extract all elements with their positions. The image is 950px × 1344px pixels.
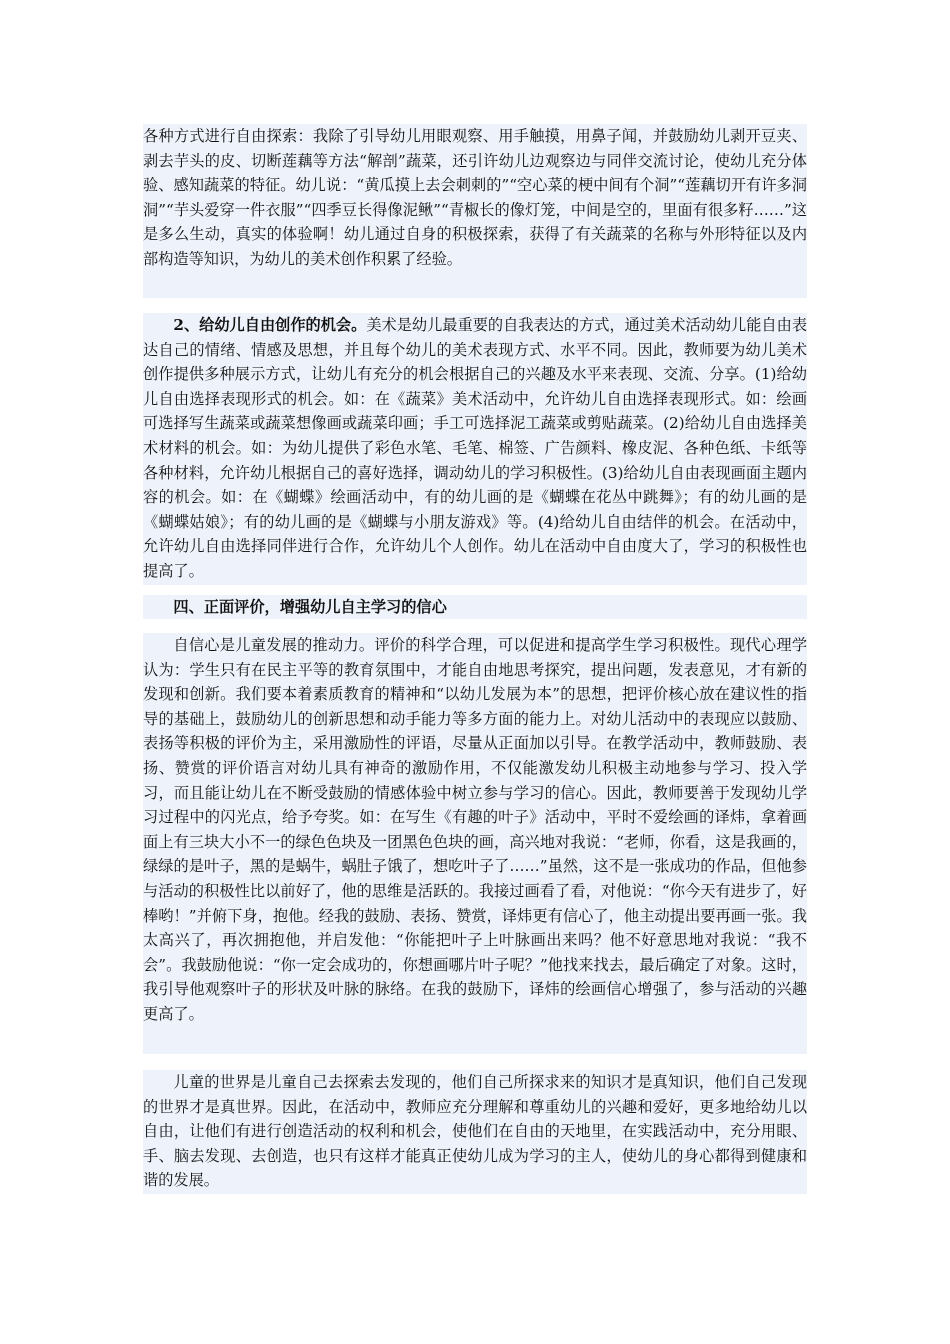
paragraph-exploration-continued: [143, 124, 807, 298]
paragraph-text: 各种方式进行自由探索：我除了引导幼儿用眼观察、用手触摸，用鼻子闻，并鼓励幼儿剥开豆夹、剥去芋头的皮、切断莲藕等方法“解剖”蔬菜，还引许幼儿边观察边与同伴交流讨论，使幼儿充分体验、感知蔬菜的特征。幼儿说：“黄瓜摸上去会刺刺的”“空心菜的梗中间有个洞”“莲藕切开有许多洞洞”“芋头爱穿一件衣服”“四季豆长得像泥鳅”“青椒长的像灯笼，中间是空的，里面有很多籽……”这是多么生动，真实的体验啊！幼儿通过自身的积极探索，获得了有关蔬菜的名称与外形特征以及内部构造等知识，为幼儿的美术创作积累了经验。: [143, 127, 807, 268]
paragraph-positive-evaluation: [143, 633, 807, 1054]
paragraph-free-creation: [143, 313, 807, 585]
paragraph-text: 自信心是儿童发展的推动力。评价的科学合理，可以促进和提高学生学习积极性。现代心理学认为：学生只有在民主平等的教育氛围中，才能自由地思考探究，提出问题，发表意见，才有新的发现和创新。我们要本着素质教育的精神和“以幼儿发展为本”的思想，把评价核心放在建议性的指导的基础上，鼓励幼儿的创新思想和动手能力等多方面的能力上。对幼儿活动中的表现应以鼓励、表扬等积极的评价为主，采用激励性的评语，尽量从正面加以引导。在教学活动中，教师鼓励、表扬、赞赏的评价语言对幼儿具有神奇的激励作用，不仅能激发幼儿积极主动地参与学习、投入学习，而且能让幼儿在不断受鼓励的情感体验中树立参与学习的信心。因此，教师要善于发现幼儿学习过程中的闪光点，给予夸奖。如：在写生《有趣的叶子》活动中，平时不爱绘画的译炜，拿着画面上有三块大小不一的绿色色块及一团黑色色块的画，高兴地对我说：“老师，你看，这是我画的，绿绿的是叶子，黑的是蜗牛，蜗肚子饿了，想吃叶子了……”虽然，这不是一张成功的作品，但他参与活动的积极性比以前好了，他的思维是活跃的。我接过画看了看，对他说：“你今天有进步了，好棒哟！”并俯下身，抱他。经我的鼓励、表扬、赞赏，译炜更有信心了，他主动提出要再画一张。我太高兴了，再次拥抱他，并启发他：“你能把叶子上叶脉画出来吗？他不好意思地对我说：“我不会”。我鼓励他说：“你一定会成功的，你想画哪片叶子呢？”他找来找去，最后确定了对象。这时，我引导他观察叶子的形状及叶脉的脉络。在我的鼓励下，译炜的绘画信心增强了，参与活动的兴趣更高了。: [143, 636, 807, 1023]
paragraph-body: [143, 313, 807, 584]
paragraph-text: 儿童的世界是儿童自己去探索去发现的，他们自己所探求来的知识才是真知识，他们自己发现的世界才是真世界。因此，在活动中，教师应充分理解和尊重幼儿的兴趣和爱好，更多地给幼儿以自由，让他们有进行创造活动的权利和机会，使他们在自由的天地里，在实践活动中，充分用眼、手、脑去发现、去创造，也只有这样才能真正使幼儿成为学习的主人，使幼儿的身心都得到健康和谐的发展。: [143, 1073, 807, 1190]
section-heading-text: 四、正面评价，增强幼儿自主学习的信心: [173, 598, 447, 616]
paragraph-lead: 2、给幼儿自由创作的机会。: [173, 316, 367, 334]
paragraph-conclusion: [143, 1070, 807, 1194]
section-heading-4: [143, 595, 807, 619]
paragraph-text: 美术是幼儿最重要的自我表达的方式，通过美术活动幼儿能自由表达自己的情绪、情感及思想，并且每个幼儿的美术表现方式、水平不同。因此，教师要为幼儿美术创作提供多种展示方式，让幼儿有充分的机会根据自己的兴趣及水平来表现、交流、分享。(1)给幼儿自由选择表现形式的机会。如：在《蔬菜》美术活动中，允许幼儿自由选择表现形式。如：绘画可选择写生蔬菜或蔬菜想像画或蔬菜印画；手工可选择泥工蔬菜或剪贴蔬菜。(2)给幼儿自由选择美术材料的机会。如：为幼儿提供了彩色水笔、毛笔、棉签、广告颜料、橡皮泥、各种色纸、卡纸等各种材料，允许幼儿根据自己的喜好选择，调动幼儿的学习积极性。(3)给幼儿自由表现画面主题内容的机会。如：在《蝴蝶》绘画活动中，有的幼儿画的是《蝴蝶在花丛中跳舞》；有的幼儿画的是《蝴蝶姑娘》；有的幼儿画的是《蝴蝶与小朋友游戏》等。(4)给幼儿自由结伴的机会。在活动中，允许幼儿自由选择同伴进行合作，允许幼儿个人创作。幼儿在活动中自由度大了，学习的积极性也提高了。: [143, 316, 808, 580]
